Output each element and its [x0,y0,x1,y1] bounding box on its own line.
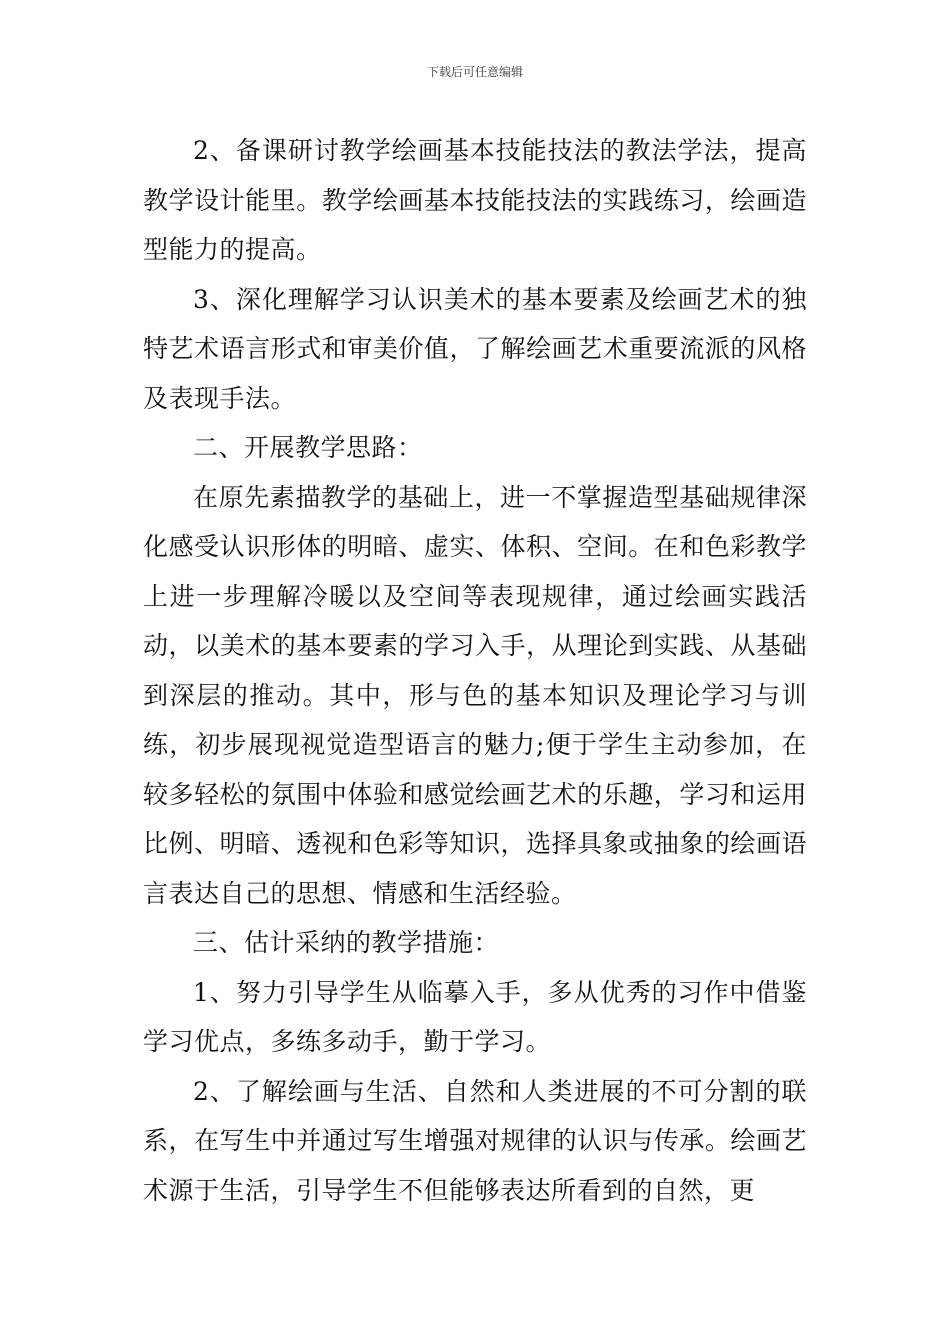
page-header: 下载后可任意编辑 [426,65,523,79]
section-heading-teaching-measures: 三、估计采纳的教学措施： [193,928,500,957]
section-heading-teaching-ideas: 二、开展教学思路： [193,433,423,462]
paragraph-measure-copying: 1、努力引导学生从临摹入手，多从优秀的习作中借鉴学习优点，多练多动手，勤于学习。 [143,977,807,1056]
document-body [143,126,807,1215]
paragraph-prep-research: 2、备课研讨教学绘画基本技能技法的教法学法，提高教学设计能里。教学绘画基本技能技法的实践练习，绘画造型能力的提高。 [143,136,807,264]
paragraph-measure-life-nature: 2、了解绘画与生活、自然和人类进展的不可分割的联系，在写生中并通过写生增强对规律的认识与传承。绘画艺术源于生活，引导学生不但能够表达所看到的自然，更 [143,1076,807,1205]
paragraph-art-elements: 3、深化理解学习认识美术的基本要素及绘画艺术的独特艺术语言形式和审美价值，了解绘画艺术重要流派的风格及表现手法。 [143,284,807,413]
paragraph-teaching-ideas: 在原先素描教学的基础上，进一不掌握造型基础规律深化感受认识形体的明暗、虚实、体积、空间。在和色彩教学上进一步理解冷暖以及空间等表现规律，通过绘画实践活动，以美术的基本要素的学习入手，从理论到实践、从基础到深层的推动。其中，形与色的基本知识及理论学习与训练，初步展现视觉造型语言的魅力;便于学生主动参加，在较多轻松的氛围中体验和感觉绘画艺术的乐趣，学习和运用比例、明暗、透视和色彩等知识，选择具象或抽象的绘画语言表达自己的思想、情感和生活经验。 [143,482,807,908]
